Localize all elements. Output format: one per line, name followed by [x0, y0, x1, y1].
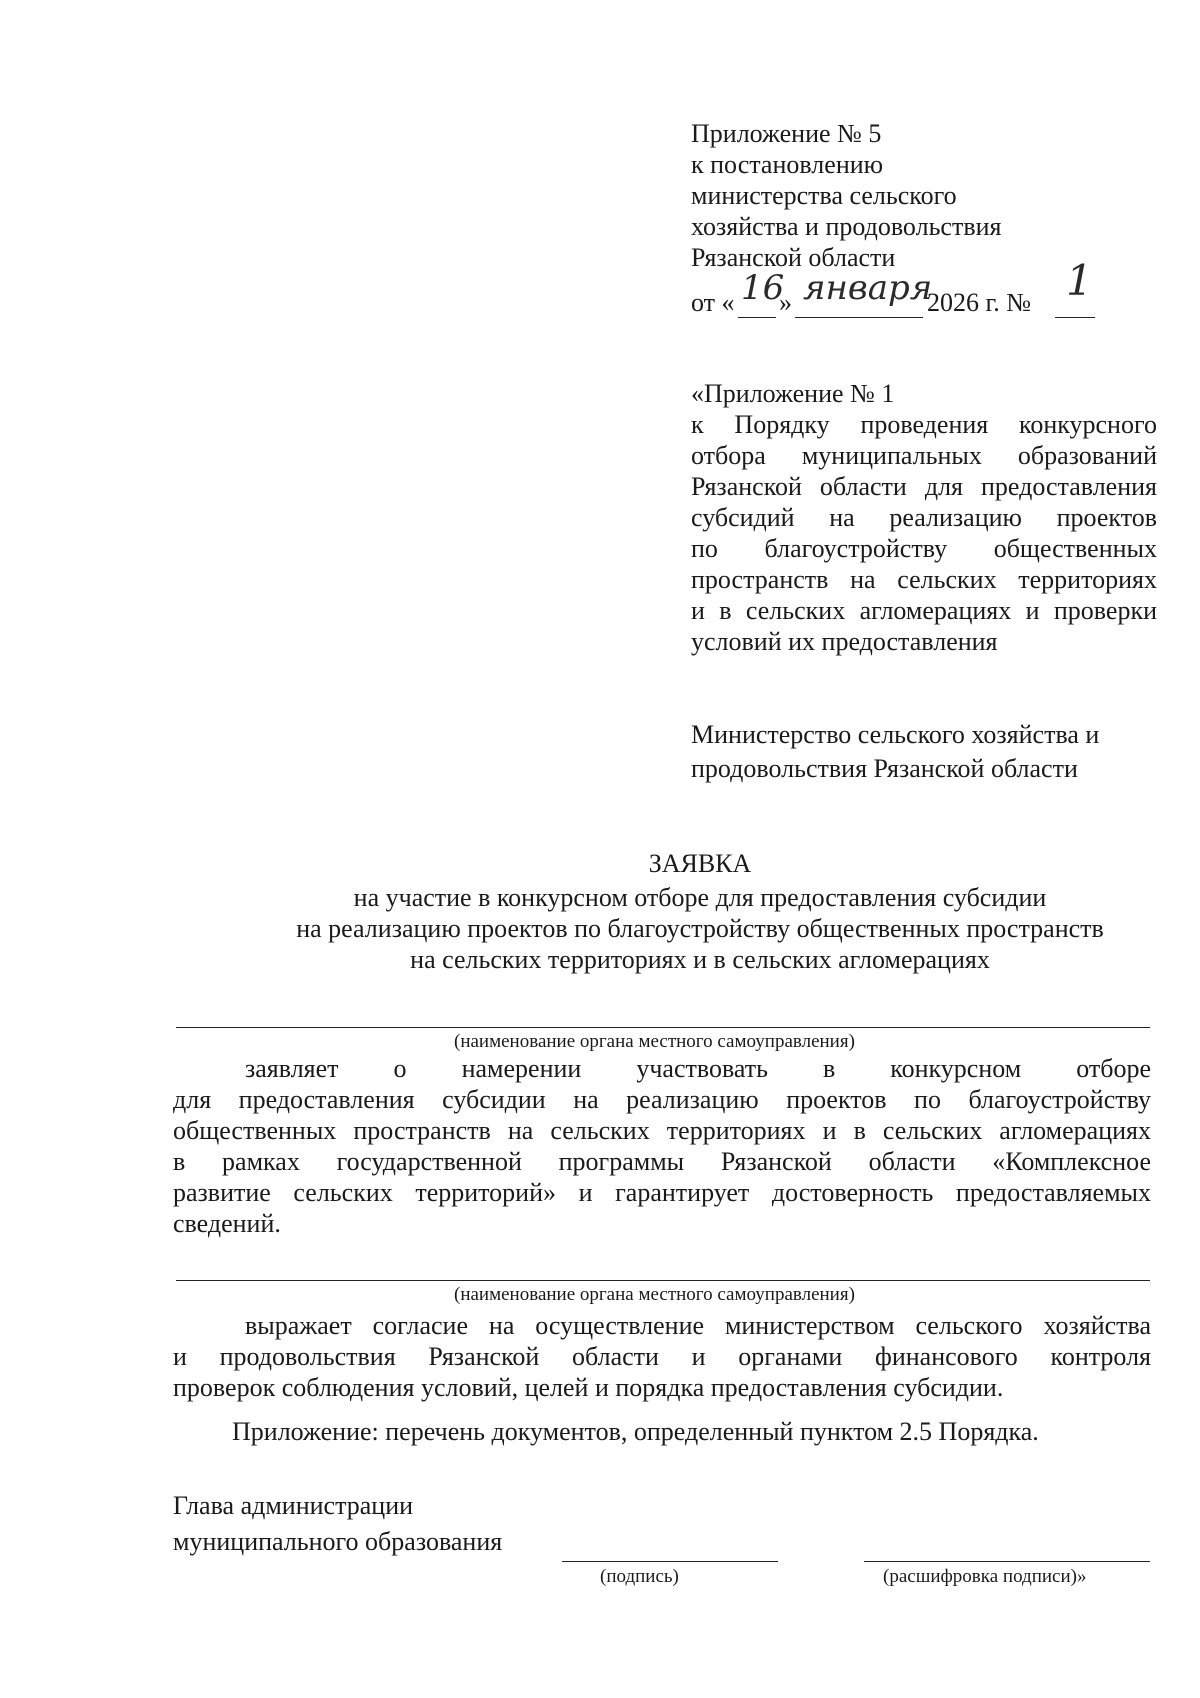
signature-decode-blank-line [864, 1561, 1150, 1562]
org-name-blank-line-2 [176, 1280, 1150, 1281]
order-header-line: министерства сельского [691, 181, 957, 210]
handwritten-number: 1 [1066, 256, 1093, 305]
consent-paragraph [173, 1310, 1151, 1403]
title-line: на сельских территориях и в сельских агломерациях [410, 945, 990, 974]
appendix-header-line: к Порядку проведения конкурсного [691, 410, 1157, 439]
number-underline [1055, 317, 1095, 318]
handwritten-day: 16 [741, 268, 785, 308]
title-line: на реализацию проектов по благоустройству общественных пространств [296, 914, 1104, 943]
order-header-line: хозяйства и продовольствия [691, 212, 1002, 241]
order-header-line: Рязанской области [691, 243, 896, 272]
date-mid: » [779, 288, 792, 317]
consent-line: проверок соблюдения условий, целей и порядка предоставления субсидии. [173, 1373, 1004, 1402]
attachment-note: Приложение: перечень документов, определенный пунктом 2.5 Порядка. [232, 1417, 1039, 1446]
signature-blank-line [562, 1561, 778, 1562]
order-header-line: Приложение № 5 [691, 119, 882, 148]
statement-line: в рамках государственной программы Рязанской области «Комплексное [173, 1147, 1151, 1176]
application-title [150, 848, 1200, 975]
appendix-header-line: условий их предоставления [691, 627, 998, 656]
consent-line: и продовольствия Рязанской области и органами финансового контроля [173, 1342, 1151, 1371]
appendix-header-line: Рязанской области для предоставления [691, 472, 1157, 501]
consent-line: выражает согласие на осуществление министерством сельского хозяйства [245, 1311, 1151, 1340]
addressee-line: Министерство сельского хозяйства и [691, 720, 1100, 749]
appendix-header-line: и в сельских агломерациях и проверки [691, 596, 1157, 625]
appendix-header-line: субсидий на реализацию проектов [691, 503, 1157, 532]
statement-line: заявляет о намерении участвовать в конкурсном отборе [245, 1054, 1151, 1083]
order-header-line: к постановлению [691, 150, 884, 179]
signature-caption: (подпись) [600, 1566, 679, 1587]
appendix-header-line: «Приложение № 1 [691, 379, 895, 408]
statement-line: для предоставления субсидии на реализацию проектов по благоустройству [173, 1085, 1151, 1114]
signature-decode-caption: (расшифровка подписи)» [883, 1566, 1087, 1587]
statement-line: развитие сельских территорий» и гарантирует достоверность предоставляемых [173, 1178, 1151, 1207]
appendix-header-line: отбора муниципальных образований [691, 441, 1157, 470]
order-header [691, 118, 1001, 273]
position-line: Глава администрации [173, 1491, 414, 1520]
title-main: ЗАЯВКА [648, 849, 752, 878]
statement-line: сведений. [173, 1209, 281, 1238]
org-name-caption-2: (наименование органа местного самоуправления) [454, 1284, 855, 1305]
handwritten-month: января [803, 268, 933, 308]
signatory-position [173, 1488, 502, 1560]
day-underline [738, 317, 776, 318]
month-underline [795, 317, 923, 318]
date-prefix: от « [691, 288, 735, 317]
addressee [691, 718, 1099, 786]
statement-paragraph [173, 1053, 1151, 1239]
org-name-caption: (наименование органа местного самоуправления) [454, 1031, 855, 1052]
title-line: на участие в конкурсном отборе для предоставления субсидии [353, 883, 1047, 912]
date-year: 2026 г. № [927, 288, 1032, 317]
position-line: муниципального образования [173, 1527, 503, 1556]
appendix-header [691, 378, 1157, 657]
appendix-header-line: по благоустройству общественных [691, 534, 1157, 563]
addressee-line: продовольствия Рязанской области [691, 754, 1078, 783]
appendix-header-line: пространств на сельских территориях [691, 565, 1157, 594]
statement-line: общественных пространств на сельских территориях и в сельских агломерациях [173, 1116, 1151, 1145]
org-name-blank-line [176, 1027, 1150, 1028]
